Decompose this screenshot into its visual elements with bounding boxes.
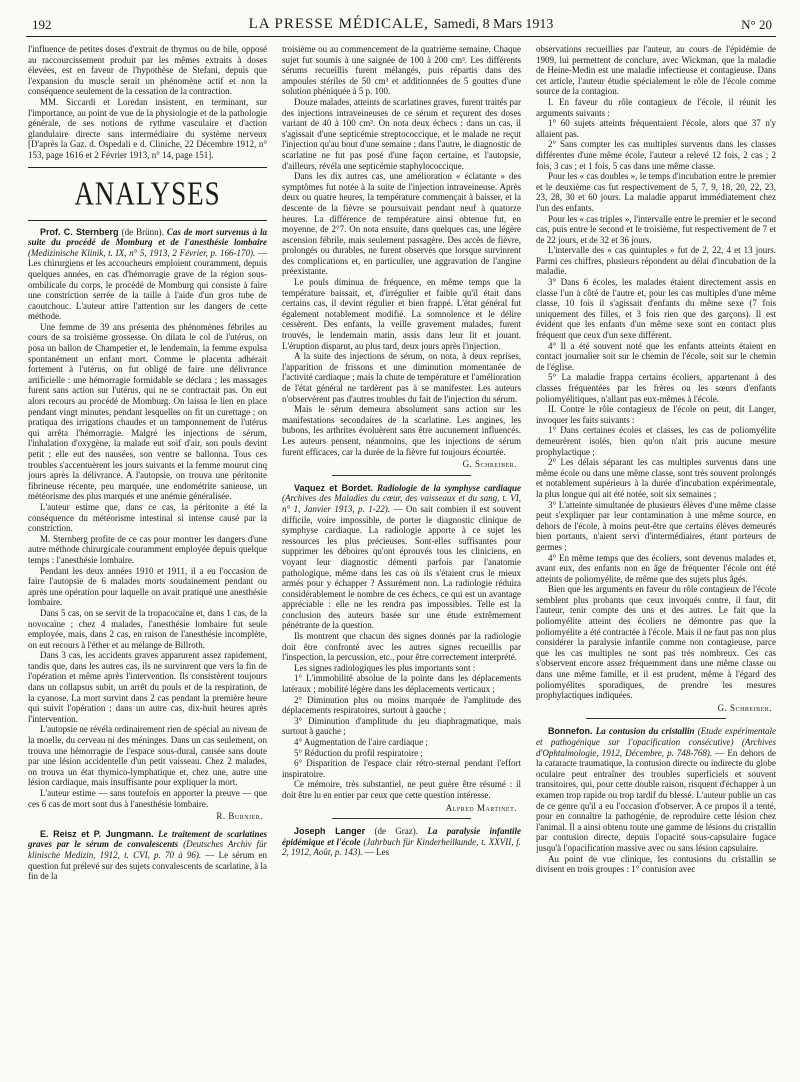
paragraph: Au point de vue clinique, les contusions du cristallin se divisent en trois groupes : 1° contusion avec bbox=[536, 853, 776, 875]
issue-number: N° 20 bbox=[741, 17, 772, 32]
article-divider bbox=[332, 475, 471, 476]
list-item: 3° L'atteinte simultanée de plusieurs élèves d'une même classe peut s'expliquer par leur contamination à une même source, en dehors de l'école, à moins peut-être que certains élèves demeurés bien portants, n'aient servi d'intermédiaires, étant porteurs de germes ; bbox=[536, 499, 776, 552]
paragraph: A la suite des injections de sérum, on nota, à deux reprises, l'apparition de frissons et une diminution momentanée de l'activité cardiaque ; mais la chute de température et l'amélioration de l'état général ne tardèrent pas à se manifester. Les auteurs n'observèrent pas d'autres troubles du fait de l'injection du sérum. bbox=[282, 351, 521, 404]
paragraph: L'autopsie ne révéla ordinairement rien de spécial au niveau de la moelle, du cerveau ni des méninges. Dans un cas seulement, on trouva une hémorragie de l'espace sous-dural, causée sans doute par une lésion accidentelle d'un petit vaisseau. Chez 2 malades, on trouva un état thymico-lymphatique et, chez une, autre une lésion cardiaque, mais insuffisante pour expliquer la mort. bbox=[28, 724, 267, 788]
list-item: 5° Réduction du profil respiratoire ; bbox=[294, 747, 423, 758]
column-3 bbox=[536, 44, 776, 1074]
paragraph: Le pouls diminua de fréquence, en même temps que la température baissait, et, d'irrégulier et faible qu'il était dans certains cas, il devint régulier et bien frappé. L'état général fut également notablement modifié. La somnolence et le délire cessèrent. Des enfants, la veille gravement malades, furent trouvés, le lendemain matin, assis dans leur lit et jouant. L'éruption disparut, au plus tard, deux jours après l'injection. bbox=[282, 277, 521, 351]
section-title: ANALYSES bbox=[74, 173, 221, 212]
article-author: E. Reisz et P. Jungmann. bbox=[40, 828, 154, 839]
list-item: 1° Dans certaines écoles et classes, les cas de poliomyélite demeurèrent isolés, bien qu'on n'ait pris aucune mesure prophylactique ; bbox=[536, 425, 776, 457]
column-1 bbox=[28, 44, 267, 1074]
article-intro bbox=[28, 227, 267, 322]
list-item: 2° Sans compter les cas multiples survenus dans les classes différentes d'une même école, l'auteur a relevé 12 fois, 2 cas ; 2 fois, 3 cas ; et 1 fois, 5 cas dans une même classe. bbox=[536, 139, 776, 171]
list-item: 5° La maladie frappa certains écoliers, appartenant à des classes fréquentées par les frères ou les sœurs d'enfants poliomyélitiques, n'allant pas eux-mêmes à l'école. bbox=[536, 372, 776, 404]
article-intro bbox=[28, 829, 267, 882]
article-author: Bonnefon. bbox=[548, 726, 593, 737]
journal-name: LA PRESSE MÉDICALE, bbox=[248, 16, 429, 32]
paragraph: troisième ou au commencement de la quatrième semaine. Chaque sujet fut soumis à une saignée de 100 à 200 cm³. Les différents sérums recueillis furent mélangés, puis répartis dans des ampoules stériles de 50 cm³ et additionnées de 5 gouttes d'une solution phéniquée à 5 p. 100. bbox=[282, 44, 521, 97]
article-reference: (Jahrbuch für Kinderheilkunde, t. XXVII, f. 2, 1912, Août, p. 143). bbox=[282, 836, 521, 858]
paragraph: Ils montrent que chacun des signes donnés par la radiologie doit être confronté avec les autres signes recueillis par l'inspection, la percussion, etc., pour être correctement interprété. bbox=[282, 631, 521, 663]
article-author: Prof. C. Sternberg bbox=[40, 226, 119, 237]
paragraph: M. Sternberg profite de ce cas pour montrer les dangers d'une autre méthode chirurgicale couramment employée depuis quelque temps : l'anesthésie lombaire. bbox=[28, 533, 267, 565]
paragraph: observations recueillies par l'auteur, au cours de l'épidémie de 1909, lui permettent de conclure, avec Wickman, que la maladie de Heine-Medin est une maladie infectieuse et contagieuse. Dans cet article, l'auteur étudie spécialement le rôle de l'école comme source de la contagion. bbox=[536, 44, 776, 97]
article-title: Radiologie de la symphyse cardiaque bbox=[377, 482, 521, 493]
list-item: 6° Disparition de l'espace clair rétro-sternal pendant l'effort inspiratoire. bbox=[282, 758, 521, 779]
article-origin: (de Graz). bbox=[374, 826, 419, 837]
article-intro bbox=[282, 826, 521, 858]
section-divider bbox=[28, 167, 267, 168]
subsection-heading: II. Contre le rôle contagieux de l'école on peut, dit Langer, invoquer les faits suivants : bbox=[536, 404, 776, 425]
article-divider bbox=[332, 818, 471, 819]
article-text: — Les bbox=[364, 847, 390, 858]
article-intro bbox=[282, 483, 521, 631]
paragraph: L'intervalle des « cas quintuples » fut de 2, 22, 4 et 13 jours. Parmi ces chiffres, plusieurs répondent au délai d'incubation de la maladie. bbox=[536, 245, 776, 277]
paragraph: L'auteur estime que, dans ce cas, la péritonite a été la conséquence du météorisme intestinal si intense causé par la constriction. bbox=[28, 501, 267, 534]
signature: R. Burnier. bbox=[216, 811, 263, 822]
signature: G. Schreiber. bbox=[462, 459, 517, 470]
paragraph: Ce mémoire, très substantiel, ne peut guère être résumé : il doit être lu en entier par ceux que cette question intéresse. bbox=[282, 779, 521, 800]
page-number: 192 bbox=[32, 17, 52, 32]
article-text: — En dehors de la cataracte traumatique, la contusion directe ou indirecte du globe oculaire peut entraîner des troubles superficiels et souvent transitoires, qui, pour cette double raison, risquent d'échapper à un examen trop rapide ou trop tardif du blessé. L'auteur publie un cas de ce genre qu'il a eu l'occasion d'observer. A ce propos il a tenté, pour en connaître la pathogénie, de reproduire cette lésion chez l'animal. Il a ainsi obtenu toute une gamme de lésions du cristallin par contusion directe, depuis l'opacité sous-capsulaire fugace jusqu'à l'opacification massive avec ou sans lésion capsulaire. bbox=[536, 747, 776, 853]
section-divider bbox=[28, 220, 267, 221]
subsection-heading: I. En faveur du rôle contagieux de l'école, il réunit les arguments suivants : bbox=[536, 96, 776, 118]
list-item: 2° Diminution plus ou moins marquée de l'amplitude des déplacements respiratoires, surtout à gauche ; bbox=[282, 694, 521, 716]
list-item: 4° Il a été souvent noté que les enfants atteints étaient en contact journalier soit sur le chemin de l'école, soit sur le chemin de l'église. bbox=[536, 340, 776, 372]
journal-title bbox=[26, 16, 776, 33]
article-author: Vaquez et Bordet. bbox=[294, 482, 374, 493]
paragraph: Dans 3 cas, les accidents graves apparurent assez rapidement, tandis que, dans les autres cas, ils ne survinrent que vers la fin de l'opération et même après l'intervention. Ils consistèrent toujours dans un collapsus subit, un arrêt du pouls et de la respiration, de la cyanose. La mort survint dans 2 cas pendant la première heure qui suivit l'opération ; dans un autre cas, dix-huit heures après l'intervention. bbox=[28, 650, 267, 724]
article-author: Joseph Langer bbox=[294, 826, 366, 837]
column-2 bbox=[282, 44, 521, 1074]
article-text: — On sait combien il est souvent difficile, voire impossible, de porter le diagnostic clinique de symphyse cardiaque. La radiologie apporte à ce sujet les ressources les plus précieuses. Sont-elles suffisantes pour supprimer les déboires qu'ont éprouvés tous les cliniciens, en voyant leur diagnostic démenti parfois par l'anatomie pathologique, même dans les cas où ils s'étaient crus le mieux armés pour y échapper ? Assurément non. La radiologie réduira considérablement le nombre de ces échecs, ce qui est un avantage appréciable : elle ne les rendra pas impossibles. Telle est la conclusion des auteurs basée sur une étude extrêmement pénétrante de la question. bbox=[282, 503, 521, 631]
paragraph: Pour les « cas doubles », le temps d'incubation entre le premier et le deuxième cas fut respectivement de 5, 7, 9, 18, 20, 22, 23, 23, 28, 30 et 60 jours. La maladie apparut immédiatement chez l'un des enfants. bbox=[536, 171, 776, 213]
article-reference: (Deutsches Archiv für klinische Medizin, 1912, t. CVI, p. 70 à 96). bbox=[28, 839, 267, 860]
article-text: — Le sérum en question fut prélevé sur des sujets convalescents de scarlatine, à la fin de la bbox=[28, 849, 267, 882]
article-title: La contusion du cristallin bbox=[595, 726, 695, 737]
list-item: 3° Dans 6 écoles, les malades étaient directement assis en classe l'un à côté de l'autre et, pour les cas multiples d'une même classe, 10 fois il s'agissait d'enfants du même sexe (7 fois uniquement des filles, et 3 fois rien que des garçons). Il est évident que les enfants d'un même sexe sont en contact plus fréquent que ceux d'un sexe différent. bbox=[536, 277, 776, 341]
paragraph: L'auteur estime — sans toutefois en apporter la preuve — que ces 6 cas de mort sont dus à l'anesthésie lombaire. bbox=[28, 788, 267, 809]
article-origin: (de Brünn). bbox=[121, 226, 164, 237]
list-item: 1° L'immobilité absolue de la pointe dans les déplacements latéraux ; mobilité légère dans les déplacements verticaux ; bbox=[282, 673, 521, 695]
signature: G. Schreiber. bbox=[717, 702, 772, 713]
article-reference: (Etude expérimentale et pathogénique sur l'opacification consécutive) (Archives d'Ophtalmologie, 1912, Décembre, p. 748-768). bbox=[536, 726, 776, 758]
paragraph: Dans les dix autres cas, une amélioration « éclatante » des symptômes fut notée à la suite de l'injection intraveineuse. Après deux ou quatre heures, la température commençait à baisser, et la descente de la fièvre se poursuivait pendant neuf à quatorze heures. La différence de température ainsi obtenue fut, en moyenne, de 2°7. On nota ensuite, dans quelques cas, une légère ascension fébrile, mais seulement passagère. Des accès de fièvre, prolongés ou durables, ne furent observés que lorsque survinrent des complications et, en particulier, une aggravation de l'angine préexistante. bbox=[282, 171, 521, 277]
article-reference: (Medizinische Klinik, t. IX, n° 5, 1913, 2 Février, p. 166-170). bbox=[28, 247, 256, 258]
paragraph: Une femme de 39 ans présenta des phénomènes fébriles au cours de sa troisième grossesse. On dilata le col de l'utérus, on posa un ballon de Champetier et, le lendemain, la femme expulsa spontanément un enfant mort. Comme le placenta adhérait fortement à l'utérus, on fut obligé de faire une délivrance artificielle : une hémorragie formidable se déclara ; les massages furent sans action sur l'utérus, qui ne se contractait pas. On eut alors recours au procédé de Momburg. On laissa le lien en place pendant vingt minutes, pendant lesquelles on fit un curettage ; on pratiqua des irrigations chaudes et un tamponnement de l'utérus qui arrêta l'hémorragie. Malgré les injections de sérum, l'inhalation d'oxygène, la malade eut soif d'air, son pouls devint petit ; elle eut des nausées, son ventre se ballonna. Tous ces troubles s'accentuèrent les jours suivants et la femme mourut cinq jours après la délivrance. A l'autopsie, on trouva une péritonite fibrineuse récente, peu marquée, une endométrite sanieuse, un météorisme des plus marqués et une anémie généralisée. bbox=[28, 321, 267, 502]
list-item: 1° 60 sujets atteints fréquentaient l'école, alors que 37 n'y allaient pas. bbox=[536, 118, 776, 139]
article-divider bbox=[586, 718, 726, 719]
issue-date: Samedi, 8 Mars 1913 bbox=[433, 17, 554, 32]
list-item: 4° Augmentation de l'aire cardiaque ; bbox=[294, 737, 428, 747]
list-item: 2° Les délais séparant les cas multiples survenus dans une même école ou dans une même classe, sont très souvent prolongés et notablement supérieurs à la durée d'incubation expérimentale, la plus longue qui ait été notée, soit six semaines ; bbox=[536, 457, 776, 499]
paragraph: Bien que les arguments en faveur du rôle contagieux de l'école semblent plus probants que ceux invoqués contre, il faut, dit l'auteur, tenir compte des uns et des autres. Le fait que la poliomyélite atteint des écoliers ne démontre pas que la poliomyélite a été contractée à l'école. Mais il ne faut pas non plus considérer la paralysie infantile comme non contagieuse, parce que les cas multiples ne sont pas très nombreux. Ces cas s'observent encore assez fréquemment dans une même classe ou dans une même famille, et il est prudent, même à l'égard des poliomyélites sporadiques, de prendre les mesures prophylactiques indiquées. bbox=[536, 584, 776, 701]
page-header bbox=[26, 14, 776, 37]
paragraph: MM. Siccardi et Loredan insistent, en terminant, sur l'importance, au point de vue de la physiologie et de la pathologie générale, de ses notions de rythme vasculaire et d'action glandulaire directe sans intermédiaire du système nerveux [D'après la Gaz. d. Ospedali e d. Cliniche, 22 Décembre 1912, n° 153, page 1616 et 2 Février 1913, n° 14, page 151]. bbox=[28, 96, 267, 160]
article-text: — Les chirurgiens et les accoucheurs emploient couramment, depuis quelques années, en cas d'hémorragie grave de la région sous-ombilicale du corps, le procédé de Momburg qui consiste à faire une constriction serrée de la taille à l'aide d'un gros tube de caoutchouc. L'auteur attire l'attention sur les dangers de cette méthode. bbox=[28, 247, 267, 322]
signature: Alfred Martinet. bbox=[445, 802, 517, 813]
paragraph: l'influence de petites doses d'extrait de thymus ou de bile, opposé au raccourcissement produit par les mêmes extraits à doses élevées, est en faveur de l'hypothèse de Stefani, depuis que l'expansion du muscle serait un phénomène actif et non la conséquence seulement de la cessation de la contraction. bbox=[28, 44, 267, 97]
article-title: Le traitement de scarlatines graves par le sérum de convalescents bbox=[28, 828, 267, 850]
paragraph: Douze malades, atteints de scarlatines graves, furent traités par des injections intraveineuses de ce sérum et reçurent des doses variant de 40 à 100 cm³. On nota deux échecs : dans un cas, il s'agissait d'une septicémie streptococcique, et le malade ne reçut l'injection qu'au bout d'une semaine ; dans l'autre, le diagnostic de scarlatine ne fut pas posé d'une façon certaine, et l'autopsie, d'ailleurs, révéla une septicémie staphylococcique. bbox=[282, 96, 521, 171]
paragraph: Dans 5 cas, on se servit de la tropacocaïne et, dans 1 cas, de la novocaïne ; chez 4 malades, l'anesthésie lombaire fut seule employée, mais, dans 2 cas, en raison de l'anesthésie incomplète, on eut recours à l'éther et au mélange de Billroth. bbox=[28, 607, 267, 650]
paragraph: Pendant les deux années 1910 et 1911, il a eu l'occasion de faire l'autopsie de 6 malades morts soudainement pendant ou après une opération pour laquelle on avait pratiqué une anesthésie lombaire. bbox=[28, 565, 267, 608]
article-title: La paralysie infantile épidémique et l'école bbox=[282, 826, 521, 847]
paragraph: Mais le sérum demeura absolument sans action sur les manifestations secondaires de la scarlatine. Les angines, les bubons, les arthrites évoluèrent sans être aucunement influencés. Les auteurs pensent, néanmoins, que les injections de sérum furent efficaces, car la durée de la fièvre fut toujours écourtée. bbox=[282, 404, 521, 457]
article-title: Cas de mort survenus à la suite du procédé de Momburg et de l'anesthésie lombaire bbox=[28, 226, 267, 248]
list-item: 3° Diminution d'amplitude du jeu diaphragmatique, mais surtout à gauche ; bbox=[282, 715, 521, 737]
paragraph: Les signes radiologiques les plus importants sont : bbox=[294, 662, 476, 673]
article-intro bbox=[536, 726, 776, 853]
paragraph: Pour les « cas triples », l'intervalle entre le premier et le second cas, puis entre le second et le troisième, fut respectivement de 7 et de 22 jours, et de 32 et 36 jours. bbox=[536, 213, 776, 245]
list-item: 4° En même temps que des écoliers, sont devenus malades et, avant eux, des enfants non en âge de fréquenter l'école ont été atteints de poliomyélite, de même que des sujets plus âgés. bbox=[536, 552, 776, 584]
article-reference: (Archives des Maladies du cœur, des vaisseaux et du sang, t. VI, n° 1, Janvier 1913, p. 1-22). bbox=[282, 493, 521, 514]
